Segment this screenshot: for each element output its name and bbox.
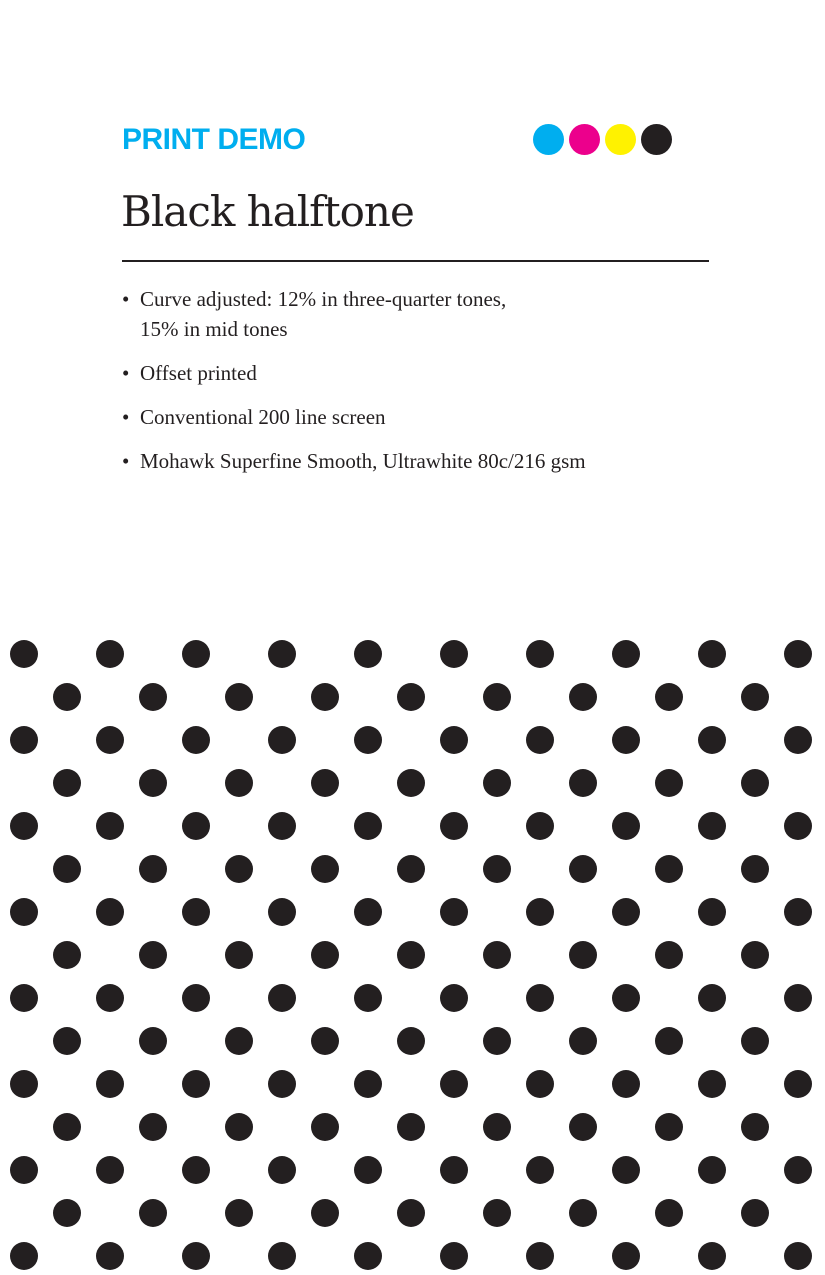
halftone-dot-icon bbox=[784, 898, 812, 926]
halftone-dot-icon bbox=[10, 726, 38, 754]
halftone-dot-icon bbox=[311, 1113, 339, 1141]
halftone-dot-icon bbox=[569, 1027, 597, 1055]
cmyk-swatches bbox=[533, 124, 672, 155]
halftone-dot-icon bbox=[96, 812, 124, 840]
halftone-dot-icon bbox=[53, 769, 81, 797]
title-divider bbox=[122, 260, 709, 262]
halftone-dot-icon bbox=[10, 898, 38, 926]
halftone-dot-icon bbox=[53, 1027, 81, 1055]
yellow-swatch-icon bbox=[605, 124, 636, 155]
halftone-dot-icon bbox=[655, 855, 683, 883]
brand-label: PRINT DEMO bbox=[122, 123, 306, 156]
halftone-dot-icon bbox=[526, 640, 554, 668]
halftone-dot-icon bbox=[354, 726, 382, 754]
halftone-dot-icon bbox=[354, 1070, 382, 1098]
halftone-dot-icon bbox=[440, 984, 468, 1012]
halftone-dot-icon bbox=[311, 1199, 339, 1227]
spec-item-paper bbox=[122, 446, 586, 476]
halftone-dot-icon bbox=[440, 1242, 468, 1270]
halftone-dot-icon bbox=[397, 769, 425, 797]
halftone-dot-icon bbox=[182, 812, 210, 840]
halftone-dot-icon bbox=[225, 769, 253, 797]
halftone-dot-icon bbox=[526, 1070, 554, 1098]
cyan-swatch-icon bbox=[533, 124, 564, 155]
halftone-dot-icon bbox=[139, 1199, 167, 1227]
halftone-dot-icon bbox=[10, 984, 38, 1012]
halftone-dot-icon bbox=[698, 812, 726, 840]
halftone-dot-icon bbox=[655, 1027, 683, 1055]
magenta-swatch-icon bbox=[569, 124, 600, 155]
halftone-dot-icon bbox=[354, 640, 382, 668]
halftone-dot-icon bbox=[612, 1156, 640, 1184]
halftone-dot-icon bbox=[96, 1156, 124, 1184]
black-swatch-icon bbox=[641, 124, 672, 155]
halftone-dot-icon bbox=[698, 1242, 726, 1270]
halftone-dot-icon bbox=[53, 941, 81, 969]
halftone-dot-icon bbox=[483, 1027, 511, 1055]
halftone-dot-icon bbox=[440, 898, 468, 926]
halftone-dot-icon bbox=[225, 1027, 253, 1055]
halftone-dot-icon bbox=[655, 769, 683, 797]
halftone-dot-icon bbox=[53, 1199, 81, 1227]
halftone-dot-icon bbox=[96, 640, 124, 668]
halftone-dot-icon bbox=[397, 1199, 425, 1227]
halftone-dot-icon bbox=[96, 1070, 124, 1098]
halftone-dot-icon bbox=[268, 984, 296, 1012]
halftone-dot-icon bbox=[182, 640, 210, 668]
halftone-dot-icon bbox=[96, 1242, 124, 1270]
halftone-dot-icon bbox=[139, 855, 167, 883]
halftone-dot-icon bbox=[139, 1027, 167, 1055]
halftone-dot-icon bbox=[440, 812, 468, 840]
halftone-dot-icon bbox=[268, 1242, 296, 1270]
spec-item-offset bbox=[122, 358, 586, 388]
halftone-dot-icon bbox=[268, 812, 296, 840]
halftone-dot-icon bbox=[612, 812, 640, 840]
halftone-dot-icon bbox=[268, 726, 296, 754]
halftone-dot-icon bbox=[182, 1242, 210, 1270]
halftone-dot-icon bbox=[526, 1242, 554, 1270]
halftone-dot-icon bbox=[784, 984, 812, 1012]
bullet-icon: • bbox=[122, 449, 130, 473]
halftone-dot-icon bbox=[741, 683, 769, 711]
halftone-dot-icon bbox=[182, 1156, 210, 1184]
halftone-dot-icon bbox=[483, 769, 511, 797]
halftone-dot-icon bbox=[784, 1070, 812, 1098]
halftone-dot-icon bbox=[96, 898, 124, 926]
halftone-dot-icon bbox=[784, 812, 812, 840]
halftone-dot-icon bbox=[483, 855, 511, 883]
halftone-dot-icon bbox=[268, 1070, 296, 1098]
halftone-dot-icon bbox=[225, 1113, 253, 1141]
halftone-dot-icon bbox=[10, 1156, 38, 1184]
halftone-dot-icon bbox=[526, 812, 554, 840]
halftone-dot-icon bbox=[698, 640, 726, 668]
halftone-dot-icon bbox=[483, 1113, 511, 1141]
halftone-dot-icon bbox=[397, 855, 425, 883]
halftone-dot-icon bbox=[612, 984, 640, 1012]
halftone-dot-icon bbox=[698, 984, 726, 1012]
halftone-dot-icon bbox=[10, 1070, 38, 1098]
halftone-dot-icon bbox=[741, 855, 769, 883]
halftone-dot-icon bbox=[655, 1113, 683, 1141]
halftone-dot-icon bbox=[483, 1199, 511, 1227]
halftone-dot-icon bbox=[182, 984, 210, 1012]
halftone-dot-icon bbox=[698, 1070, 726, 1098]
halftone-dot-icon bbox=[569, 683, 597, 711]
halftone-dot-icon bbox=[612, 898, 640, 926]
halftone-dot-icon bbox=[268, 898, 296, 926]
halftone-dot-icon bbox=[569, 941, 597, 969]
spec-text: Conventional 200 line screen bbox=[140, 405, 386, 429]
spec-text: Curve adjusted: 12% in three-quarter tones, bbox=[140, 287, 507, 311]
halftone-dot-icon bbox=[569, 855, 597, 883]
bullet-icon: • bbox=[122, 287, 130, 311]
halftone-dot-icon bbox=[784, 726, 812, 754]
halftone-dot-icon bbox=[53, 1113, 81, 1141]
halftone-dot-icon bbox=[311, 1027, 339, 1055]
halftone-dot-icon bbox=[311, 855, 339, 883]
halftone-dot-icon bbox=[612, 640, 640, 668]
halftone-dot-icon bbox=[10, 812, 38, 840]
halftone-dot-icon bbox=[741, 769, 769, 797]
halftone-dot-icon bbox=[225, 855, 253, 883]
halftone-dot-icon bbox=[612, 1070, 640, 1098]
halftone-dot-icon bbox=[10, 1242, 38, 1270]
halftone-dot-icon bbox=[612, 726, 640, 754]
spec-text: Mohawk Superfine Smooth, Ultrawhite 80c/216 gsm bbox=[140, 449, 586, 473]
halftone-dot-icon bbox=[268, 640, 296, 668]
halftone-dot-icon bbox=[311, 769, 339, 797]
halftone-dot-icon bbox=[53, 855, 81, 883]
halftone-dot-icon bbox=[784, 640, 812, 668]
halftone-dot-icon bbox=[139, 769, 167, 797]
halftone-dot-icon bbox=[569, 769, 597, 797]
bullet-icon: • bbox=[122, 361, 130, 385]
halftone-dot-icon bbox=[397, 1027, 425, 1055]
halftone-dot-icon bbox=[311, 683, 339, 711]
halftone-dot-icon bbox=[655, 1199, 683, 1227]
halftone-dot-icon bbox=[10, 640, 38, 668]
halftone-dot-icon bbox=[483, 683, 511, 711]
halftone-dot-icon bbox=[698, 898, 726, 926]
halftone-dot-icon bbox=[397, 683, 425, 711]
spec-text: Offset printed bbox=[140, 361, 257, 385]
halftone-dot-icon bbox=[268, 1156, 296, 1184]
halftone-dot-icon bbox=[784, 1242, 812, 1270]
halftone-dot-icon bbox=[698, 1156, 726, 1184]
halftone-dot-icon bbox=[526, 984, 554, 1012]
halftone-dot-icon bbox=[139, 683, 167, 711]
halftone-dot-icon bbox=[483, 941, 511, 969]
halftone-dot-icon bbox=[139, 941, 167, 969]
halftone-dot-icon bbox=[440, 1070, 468, 1098]
halftone-dot-icon bbox=[354, 1242, 382, 1270]
halftone-dot-icon bbox=[139, 1113, 167, 1141]
halftone-dot-icon bbox=[526, 726, 554, 754]
halftone-dot-icon bbox=[354, 898, 382, 926]
halftone-dot-icon bbox=[569, 1199, 597, 1227]
halftone-dot-icon bbox=[741, 1027, 769, 1055]
halftone-dot-icon bbox=[225, 683, 253, 711]
halftone-dot-icon bbox=[225, 1199, 253, 1227]
halftone-dot-icon bbox=[655, 941, 683, 969]
halftone-dot-icon bbox=[182, 1070, 210, 1098]
bullet-icon: • bbox=[122, 405, 130, 429]
halftone-dot-icon bbox=[741, 1113, 769, 1141]
halftone-dot-icon bbox=[96, 984, 124, 1012]
halftone-dot-icon bbox=[182, 898, 210, 926]
halftone-dot-icon bbox=[655, 683, 683, 711]
halftone-dot-icon bbox=[53, 683, 81, 711]
halftone-dot-icon bbox=[96, 726, 124, 754]
halftone-dot-icon bbox=[440, 640, 468, 668]
halftone-dot-icon bbox=[741, 1199, 769, 1227]
halftone-dot-icon bbox=[440, 1156, 468, 1184]
halftone-dot-icon bbox=[354, 984, 382, 1012]
halftone-dot-icon bbox=[741, 941, 769, 969]
halftone-dot-icon bbox=[397, 1113, 425, 1141]
spec-text: 15% in mid tones bbox=[140, 317, 288, 341]
halftone-dot-icon bbox=[354, 1156, 382, 1184]
halftone-dot-icon bbox=[182, 726, 210, 754]
halftone-dot-icon bbox=[526, 1156, 554, 1184]
halftone-dot-icon bbox=[698, 726, 726, 754]
halftone-dot-icon bbox=[612, 1242, 640, 1270]
halftone-dot-icon bbox=[311, 941, 339, 969]
halftone-dot-icon bbox=[440, 726, 468, 754]
halftone-dot-icon bbox=[784, 1156, 812, 1184]
page-title: Black halftone bbox=[121, 187, 414, 236]
halftone-dot-icon bbox=[354, 812, 382, 840]
halftone-dot-icon bbox=[225, 941, 253, 969]
spec-list bbox=[122, 284, 586, 490]
spec-item-curve bbox=[122, 284, 586, 344]
spec-item-screen bbox=[122, 402, 586, 432]
halftone-dot-icon bbox=[397, 941, 425, 969]
halftone-dot-icon bbox=[569, 1113, 597, 1141]
halftone-dot-icon bbox=[526, 898, 554, 926]
